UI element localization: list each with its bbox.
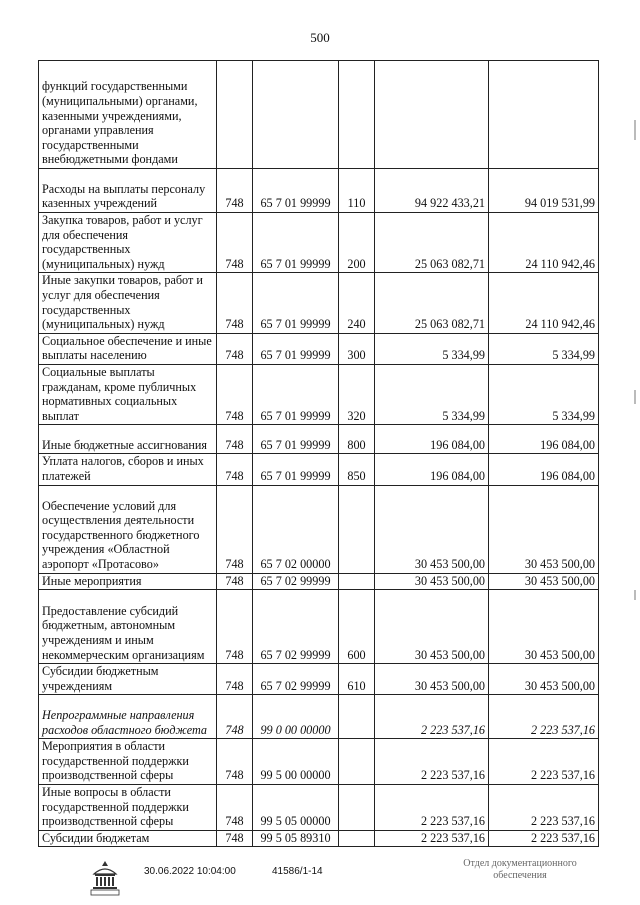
row-name-cell: Иные мероприятия <box>39 573 217 590</box>
row-sum-2-cell: 30 453 500,00 <box>489 664 599 695</box>
row-name-cell: Закупка товаров, работ и услуг для обеспечения государственных (муниципальных) нужд <box>39 213 217 273</box>
row-csr-cell: 99 5 00 00000 <box>253 739 339 785</box>
table-row <box>39 454 599 485</box>
row-ved-cell <box>217 61 253 169</box>
row-ved-cell: 748 <box>217 695 253 739</box>
page-number: 500 <box>310 30 330 45</box>
table-row <box>39 425 599 454</box>
row-csr-cell: 65 7 01 99999 <box>253 454 339 485</box>
row-csr-cell: 99 5 05 89310 <box>253 830 339 847</box>
row-name-cell: Иные закупки товаров, работ и услуг для обеспечения государственных (муниципальных) нужд <box>39 273 217 333</box>
row-sum-2-cell: 30 453 500,00 <box>489 485 599 573</box>
row-sum-2-cell: 94 019 531,99 <box>489 169 599 213</box>
row-ved-cell: 748 <box>217 785 253 831</box>
row-vr-cell <box>339 695 375 739</box>
row-name-cell: Субсидии бюджетам <box>39 830 217 847</box>
row-vr-cell <box>339 61 375 169</box>
table-row <box>39 695 599 739</box>
row-csr-cell <box>253 61 339 169</box>
row-vr-cell: 300 <box>339 333 375 364</box>
row-sum-1-cell: 2 223 537,16 <box>375 830 489 847</box>
row-name-cell: Предоставление субсидий бюджетным, автономным учреждениям и иным некоммерческим организациям <box>39 590 217 664</box>
row-sum-2-cell: 30 453 500,00 <box>489 590 599 664</box>
row-sum-2-cell <box>489 61 599 169</box>
row-csr-cell: 65 7 02 99999 <box>253 590 339 664</box>
row-sum-2-cell: 24 110 942,46 <box>489 213 599 273</box>
row-name-cell: Социальное обеспечение и иные выплаты населению <box>39 333 217 364</box>
row-vr-cell: 200 <box>339 213 375 273</box>
row-sum-2-cell: 2 223 537,16 <box>489 830 599 847</box>
row-name-cell: Социальные выплаты гражданам, кроме публичных нормативных социальных выплат <box>39 364 217 424</box>
stamp-line-1: Отдел документационного <box>463 858 577 869</box>
scan-margin-mark <box>634 390 636 404</box>
row-sum-2-cell: 5 334,99 <box>489 333 599 364</box>
row-csr-cell: 99 0 00 00000 <box>253 695 339 739</box>
row-name-cell: Иные вопросы в области государственной поддержки производственной сферы <box>39 785 217 831</box>
budget-table-body <box>39 61 599 847</box>
row-name-cell: Мероприятия в области государственной поддержки производственной сферы <box>39 739 217 785</box>
row-csr-cell: 65 7 01 99999 <box>253 425 339 454</box>
row-sum-2-cell: 5 334,99 <box>489 364 599 424</box>
row-sum-2-cell: 30 453 500,00 <box>489 573 599 590</box>
table-row <box>39 830 599 847</box>
row-ved-cell: 748 <box>217 830 253 847</box>
row-sum-1-cell: 30 453 500,00 <box>375 485 489 573</box>
row-name-cell: Расходы на выплаты персоналу казенных учреждений <box>39 169 217 213</box>
row-vr-cell <box>339 573 375 590</box>
row-ved-cell: 748 <box>217 169 253 213</box>
row-sum-1-cell: 30 453 500,00 <box>375 573 489 590</box>
row-sum-1-cell: 2 223 537,16 <box>375 695 489 739</box>
table-row <box>39 664 599 695</box>
row-csr-cell: 99 5 05 00000 <box>253 785 339 831</box>
row-csr-cell: 65 7 01 99999 <box>253 169 339 213</box>
row-name-cell: Субсидии бюджетным учреждениям <box>39 664 217 695</box>
footer-doc-number: 41586/1-14 <box>272 866 323 877</box>
table-row <box>39 273 599 333</box>
row-vr-cell <box>339 485 375 573</box>
department-stamp <box>440 858 600 882</box>
duma-emblem-icon <box>88 858 122 898</box>
budget-table <box>38 60 599 847</box>
row-sum-1-cell: 94 922 433,21 <box>375 169 489 213</box>
row-vr-cell <box>339 830 375 847</box>
row-csr-cell: 65 7 01 99999 <box>253 364 339 424</box>
table-row <box>39 213 599 273</box>
row-csr-cell: 65 7 02 00000 <box>253 485 339 573</box>
row-ved-cell: 748 <box>217 273 253 333</box>
row-vr-cell: 610 <box>339 664 375 695</box>
row-sum-1-cell: 5 334,99 <box>375 364 489 424</box>
row-sum-1-cell: 2 223 537,16 <box>375 739 489 785</box>
row-ved-cell: 748 <box>217 425 253 454</box>
row-ved-cell: 748 <box>217 213 253 273</box>
scan-margin-mark <box>634 120 636 140</box>
row-sum-1-cell: 25 063 082,71 <box>375 273 489 333</box>
table-row <box>39 485 599 573</box>
row-csr-cell: 65 7 01 99999 <box>253 333 339 364</box>
row-sum-1-cell: 2 223 537,16 <box>375 785 489 831</box>
table-row <box>39 364 599 424</box>
row-sum-1-cell: 5 334,99 <box>375 333 489 364</box>
row-ved-cell: 748 <box>217 664 253 695</box>
row-vr-cell: 600 <box>339 590 375 664</box>
row-ved-cell: 748 <box>217 333 253 364</box>
row-vr-cell: 320 <box>339 364 375 424</box>
row-ved-cell: 748 <box>217 590 253 664</box>
row-sum-1-cell: 196 084,00 <box>375 454 489 485</box>
table-row <box>39 785 599 831</box>
row-sum-2-cell: 196 084,00 <box>489 454 599 485</box>
table-row <box>39 573 599 590</box>
row-sum-2-cell: 2 223 537,16 <box>489 785 599 831</box>
row-sum-2-cell: 24 110 942,46 <box>489 273 599 333</box>
stamp-line-2: обеспечения <box>493 870 547 881</box>
table-row <box>39 169 599 213</box>
row-name-cell: Иные бюджетные ассигнования <box>39 425 217 454</box>
footer-datetime: 30.06.2022 10:04:00 <box>144 866 236 877</box>
row-vr-cell <box>339 785 375 831</box>
row-sum-1-cell: 25 063 082,71 <box>375 213 489 273</box>
row-csr-cell: 65 7 01 99999 <box>253 213 339 273</box>
row-vr-cell: 110 <box>339 169 375 213</box>
table-row <box>39 739 599 785</box>
row-vr-cell: 800 <box>339 425 375 454</box>
row-sum-1-cell: 196 084,00 <box>375 425 489 454</box>
row-sum-2-cell: 2 223 537,16 <box>489 739 599 785</box>
row-sum-2-cell: 196 084,00 <box>489 425 599 454</box>
row-sum-1-cell: 30 453 500,00 <box>375 664 489 695</box>
row-vr-cell: 850 <box>339 454 375 485</box>
table-row <box>39 61 599 169</box>
row-vr-cell: 240 <box>339 273 375 333</box>
row-ved-cell: 748 <box>217 573 253 590</box>
scan-margin-mark <box>634 590 636 600</box>
row-ved-cell: 748 <box>217 364 253 424</box>
row-ved-cell: 748 <box>217 454 253 485</box>
row-sum-2-cell: 2 223 537,16 <box>489 695 599 739</box>
footer <box>0 858 640 898</box>
row-ved-cell: 748 <box>217 739 253 785</box>
row-sum-1-cell: 30 453 500,00 <box>375 590 489 664</box>
row-ved-cell: 748 <box>217 485 253 573</box>
row-sum-1-cell <box>375 61 489 169</box>
table-row <box>39 590 599 664</box>
row-csr-cell: 65 7 01 99999 <box>253 273 339 333</box>
row-csr-cell: 65 7 02 99999 <box>253 573 339 590</box>
row-name-cell: Обеспечение условий для осуществления деятельности государственного бюджетного учреждения «Областной аэропорт «Протасово» <box>39 485 217 573</box>
row-csr-cell: 65 7 02 99999 <box>253 664 339 695</box>
row-vr-cell <box>339 739 375 785</box>
table-row <box>39 333 599 364</box>
row-name-cell: функций государственными (муниципальными) органами, казенными учреждениями, органами управления государственными внебюджетными фондами <box>39 61 217 169</box>
row-name-cell: Непрограммные направления расходов областного бюджета <box>39 695 217 739</box>
row-name-cell: Уплата налогов, сборов и иных платежей <box>39 454 217 485</box>
